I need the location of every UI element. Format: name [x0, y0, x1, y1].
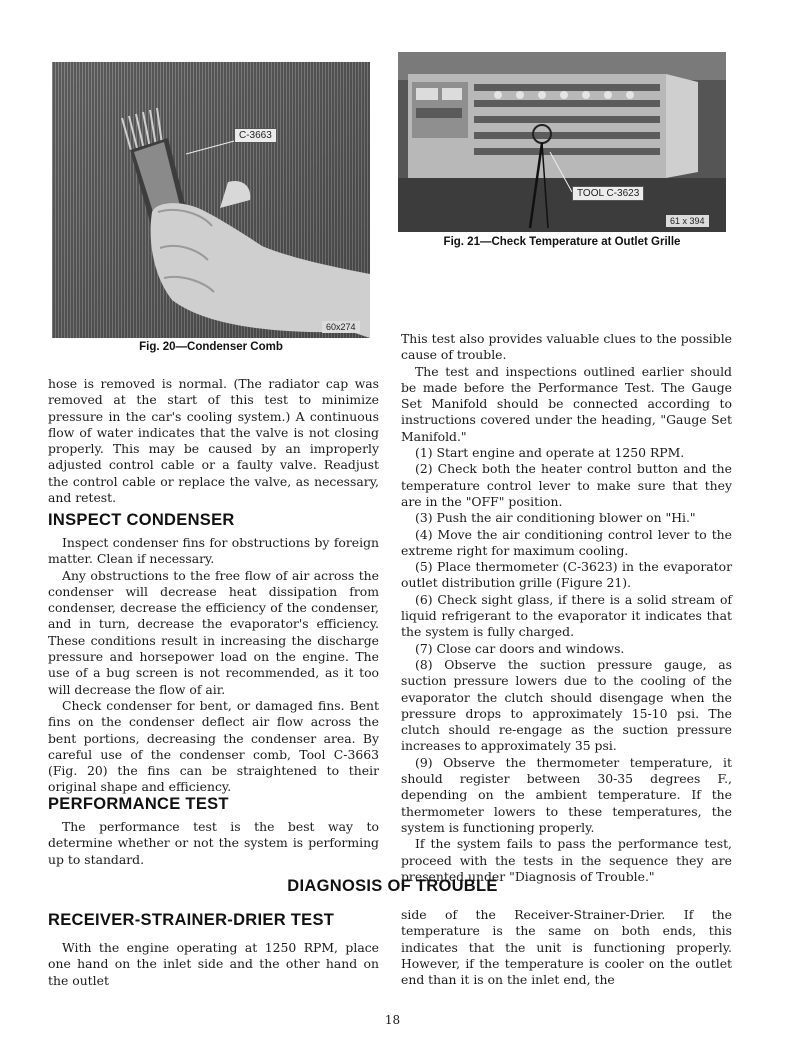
fig20-negative-number: 60x274	[322, 321, 360, 333]
fig21-negative-number: 61 x 394	[666, 215, 709, 227]
fig21-callout-label: TOOL C-3623	[572, 186, 644, 201]
inspect-paragraph-1: Inspect condenser fins for obstructions by foreign matter. Clean if necessary.	[48, 535, 379, 567]
inspect-paragraph-3: Check condenser for bent, or damaged fins. Bent fins on the condenser deflect air flow across the bent portions, decreasing the condenser area. By careful use of the condenser comb, Tool C-3663 (Fig. 20) the fins can be straightened to their original shape and efficiency.	[48, 697, 379, 795]
inspect-paragraph-2: Any obstructions to the free flow of air across the condenser will decrease heat dissipation from condenser, decrease the efficiency of the condenser, and in turn, decrease the evaporator's efficiency. These conditions result in increasing the discharge pressure and horsepower load on the engine. The use of a bug screen is not recommended, as it too will decrease the flow of air.	[48, 567, 379, 697]
outlet-grille-photo	[398, 52, 726, 232]
step-7: (7) Close car doors and windows.	[415, 640, 625, 656]
page-number: 18	[384, 1013, 401, 1027]
right-paragraph-final: If the system fails to pass the performance test, proceed with the tests in the sequence they are presented under "Diagnosis of Trouble."	[401, 836, 732, 884]
step-6: (6) Check sight glass, if there is a solid stream of liquid refrigerant to the evaporator it indicates that the system is fully charged.	[401, 591, 732, 640]
inspect-condenser-body	[48, 535, 379, 796]
step-9: (9) Observe the thermometer temperature, it should register between 30-35 degrees F., depending on the ambient temperature. If the thermometer lowers to these temperatures, the system is functioning properly.	[401, 754, 732, 835]
diagnosis-heading: DIAGNOSIS OF TROUBLE	[287, 877, 498, 895]
diagnosis-left-paragraph: With the engine operating at 1250 RPM, place one hand on the inlet side and the other hand on the outlet	[48, 940, 379, 988]
fig20-caption: Fig. 20—Condenser Comb	[139, 341, 283, 353]
performance-paragraph: The performance test is the best way to determine whether or not the system is performing up to standard.	[48, 819, 379, 867]
fig21-caption: Fig. 21—Check Temperature at Outlet Grille	[443, 236, 681, 248]
step-8: (8) Observe the suction pressure gauge, as suction pressure lowers due to the cooling of the evaporator the clutch should disengage when the pressure drops to approximately 15-10 psi. The clutch should re-engage as the suction pressure increases to approximately 35 psi.	[401, 656, 732, 754]
diagnosis-right-body	[401, 907, 732, 988]
condenser-comb-illustration	[52, 62, 370, 338]
step-1: (1) Start engine and operate at 1250 RPM.	[415, 445, 685, 461]
diagnosis-left-body	[48, 940, 379, 989]
right-column	[401, 331, 732, 885]
step-4: (4) Move the air conditioning control lever to the extreme right for maximum cooling.	[401, 526, 732, 558]
inspect-condenser-heading: INSPECT CONDENSER	[48, 511, 235, 529]
step-3: (3) Push the air conditioning blower on "Hi."	[415, 510, 696, 526]
left-column	[48, 376, 379, 506]
outlet-grille-illustration	[398, 52, 726, 232]
receiver-strainer-drier-heading: RECEIVER-STRAINER-DRIER TEST	[48, 911, 335, 929]
step-2: (2) Check both the heater control button and the temperature control lever to make sure that they are in the "OFF" position.	[401, 461, 732, 509]
condenser-comb-photo	[52, 62, 370, 338]
diagnosis-right-paragraph: side of the Receiver-Strainer-Drier. If the temperature is the same on both ends, this indicates that the unit is functioning properly. However, if the temperature is cooler on the outlet end than it is on the inlet end, the	[401, 907, 732, 988]
right-paragraph-2: The test and inspections outlined earlier should be made before the Performance Test. The Gauge Set Manifold should be connected according to instructions covered under the heading, "Gauge Set Manifold."	[401, 363, 732, 444]
performance-test-body	[48, 819, 379, 868]
right-paragraph-1: This test also provides valuable clues to the possible cause of trouble.	[401, 331, 732, 363]
fig20-callout-label: C-3663	[234, 128, 277, 143]
performance-test-heading: PERFORMANCE TEST	[48, 795, 229, 813]
valve-paragraph: hose is removed is normal. (The radiator cap was removed at the start of this test to minimize pressure in the car's cooling system.) A continuous flow of water indicates that the valve is not closing properly. This may be caused by an improperly adjusted control cable or a faulty valve. Readjust the control cable or replace the valve, as necessary, and retest.	[48, 376, 379, 506]
step-5: (5) Place thermometer (C-3623) in the evaporator outlet distribution grille (Figure 21).	[401, 559, 732, 591]
